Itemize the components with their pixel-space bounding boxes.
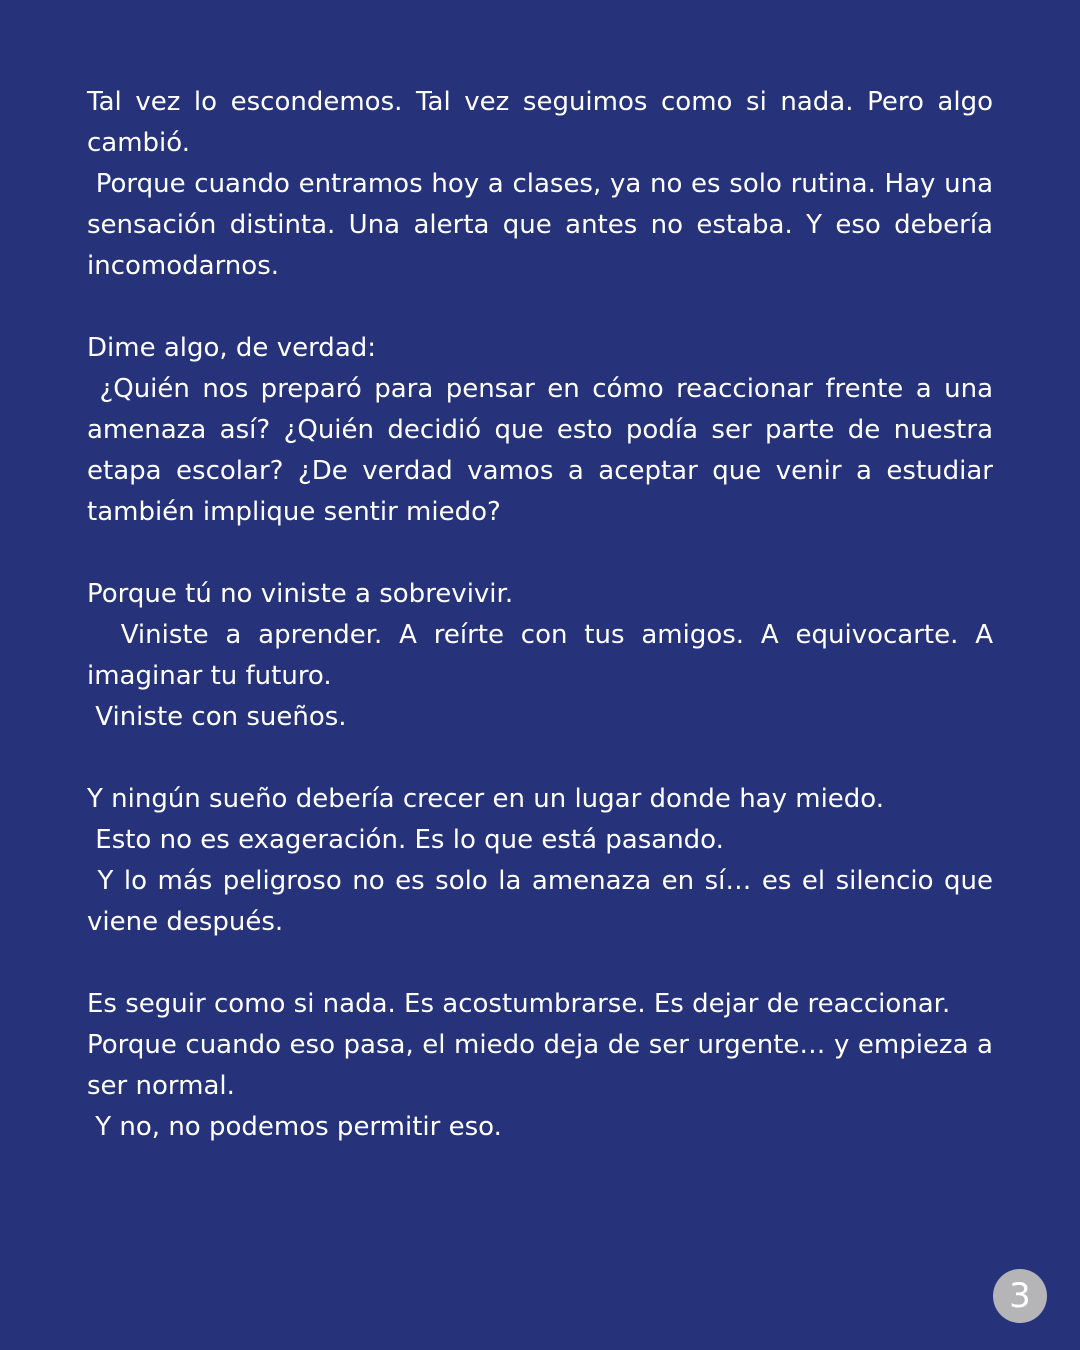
text-line: Dime algo, de verdad: xyxy=(87,333,377,363)
text-line: ¿Quién nos preparó para pensar en cómo reaccionar frente a una amenaza así? ¿Quién decidió que esto podía ser parte de nuestra etapa escolar? ¿De verdad vamos a aceptar que venir a estudiar también implique sentir miedo? xyxy=(87,374,1002,527)
text-line: Porque cuando entramos hoy a clases, ya no es solo rutina. Hay una sensación distinta. Una alerta que antes no estaba. Y eso debería incomodarnos. xyxy=(87,169,1002,281)
text-line: Es seguir como si nada. Es acostumbrarse. Es dejar de reaccionar. xyxy=(87,989,951,1019)
paragraph-5 xyxy=(87,984,1002,1148)
text-line: Y ningún sueño debería crecer en un lugar donde hay miedo. xyxy=(87,784,885,814)
text-line: Esto no es exageración. Es lo que está pasando. xyxy=(87,825,724,855)
page-number-badge: 3 xyxy=(993,1269,1047,1323)
paragraph-4 xyxy=(87,779,1002,943)
paragraph-3 xyxy=(87,574,1002,738)
paragraph-2 xyxy=(87,328,1002,533)
text-line: Porque cuando eso pasa, el miedo deja de ser urgente… y empieza a ser normal. xyxy=(87,1030,1002,1101)
text-line: Viniste a aprender. A reírte con tus amigos. A equivocarte. A imaginar tu futuro. xyxy=(87,620,1002,691)
text-line: Y lo más peligroso no es solo la amenaza en sí… es el silencio que viene después. xyxy=(87,866,1002,937)
text-line: Viniste con sueños. xyxy=(87,702,347,732)
body-text xyxy=(87,82,1002,1189)
text-line: Porque tú no viniste a sobrevivir. xyxy=(87,579,514,609)
text-line: Tal vez lo escondemos. Tal vez seguimos como si nada. Pero algo cambió. xyxy=(87,87,1002,158)
text-line: Y no, no podemos permitir eso. xyxy=(87,1112,502,1142)
paragraph-1 xyxy=(87,82,1002,287)
